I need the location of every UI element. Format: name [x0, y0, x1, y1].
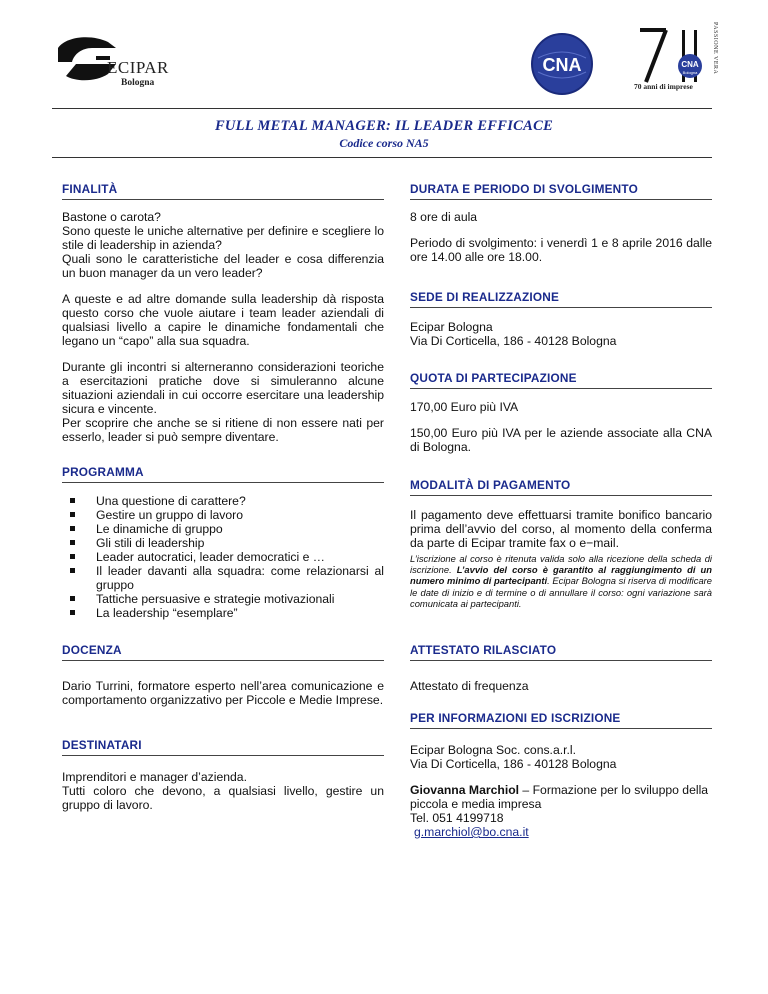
svg-text:CNA: CNA	[681, 60, 699, 69]
finalita-intro	[62, 210, 384, 280]
list-item: Gestire un gruppo di lavoro	[62, 508, 384, 522]
course-title: FULL METAL MANAGER: IL LEADER EFFICACE	[214, 118, 554, 134]
destinatari-heading: DESTINATARI	[62, 738, 142, 752]
sede-section	[410, 290, 712, 348]
title-top-rule	[52, 108, 712, 109]
quota-heading: QUOTA DI PARTECIPAZIONE	[410, 371, 577, 385]
quota-section	[410, 371, 712, 454]
section-rule	[410, 199, 712, 200]
sede-text: Ecipar Bologna	[410, 320, 493, 334]
cna-logo	[530, 32, 594, 96]
section-rule	[410, 388, 712, 389]
section-rule	[410, 660, 712, 661]
section-rule	[410, 495, 712, 496]
durata-period: Periodo di svolgimento: i venerdì 1 e 8 aprile 2016 dalle ore 14.00 alle ore 18.00.	[410, 236, 712, 264]
note-text: L’iscrizione al corso è ritenuta valida solo alla ricezione della scheda di iscrizione.	[410, 553, 712, 576]
pagamento-text: Il pagamento deve effettuarsi tramite bonifico bancario prima dell’avvio del corso, al momento della conferma da parte di Ecipar tramite fax o e−mail.	[410, 508, 712, 550]
sede-text: Via Di Corticella, 186 - 40128 Bologna	[410, 334, 617, 348]
list-item: Gli stili di leadership	[62, 536, 384, 550]
quota-members: 150,00 Euro più IVA per le aziende associate alla CNA di Bologna.	[410, 426, 712, 454]
finalita-text: Per scoprire che anche se si ritiene di non essere nati per esserlo, leader si può sempre diventare.	[62, 416, 384, 444]
sede-heading: SEDE DI REALIZZAZIONE	[410, 290, 560, 304]
pagamento-section	[410, 478, 712, 609]
destinatari-text: Tutti coloro che devono, a qualsiasi livello, gestire un gruppo di lavoro.	[62, 784, 384, 812]
info-heading: PER INFORMAZIONI ED ISCRIZIONE	[410, 711, 621, 725]
pagamento-heading: MODALITÀ DI PAGAMENTO	[410, 478, 571, 492]
docenza-text: Dario Turrini, formatore esperto nell’area comunicazione e comportamento organizzativo per Piccole e Medie Imprese.	[62, 679, 384, 707]
list-item: Le dinamiche di gruppo	[62, 522, 384, 536]
svg-text:Bologna: Bologna	[682, 70, 698, 75]
durata-section	[410, 182, 712, 264]
info-contact	[410, 783, 712, 811]
list-item: Il leader davanti alla squadra: come relazionarsi al gruppo	[62, 564, 384, 592]
info-org: Via Di Corticella, 186 - 40128 Bologna	[410, 757, 617, 771]
list-item: Una questione di carattere?	[62, 494, 384, 508]
destinatari-text: Imprenditori e manager d’azienda.	[62, 770, 247, 784]
pagamento-note	[410, 553, 712, 609]
ecipar-sub: Bologna	[121, 78, 155, 88]
section-rule	[410, 307, 712, 308]
finalita-text: Sono queste le uniche alternative per definire e scegliere lo stile di leadership in azienda?	[62, 224, 384, 252]
section-rule	[410, 728, 712, 729]
seventy-caption: 70 anni di imprese	[634, 82, 693, 91]
docenza-section	[62, 643, 384, 707]
info-section	[410, 711, 712, 839]
section-rule	[62, 755, 384, 756]
finalita-text: Bastone o carota?	[62, 210, 161, 224]
info-org: Ecipar Bologna Soc. cons.a.r.l.	[410, 743, 576, 757]
section-rule	[62, 482, 384, 483]
destinatari-section	[62, 738, 384, 812]
list-item: Tattiche persuasive e strategie motivazionali	[62, 592, 384, 606]
docenza-heading: DOCENZA	[62, 643, 122, 657]
finalita-section	[62, 182, 384, 444]
quota-price: 170,00 Euro più IVA	[410, 400, 519, 414]
list-item: Leader autocratici, leader democratici e …	[62, 550, 384, 564]
svg-text:CNA: CNA	[542, 55, 582, 75]
contact-phone: Tel. 051 4199718	[410, 811, 504, 825]
programma-list	[62, 494, 384, 620]
durata-hours: 8 ore di aula	[410, 210, 478, 224]
course-code: Codice corso NA5	[339, 136, 429, 150]
programma-heading: PROGRAMMA	[62, 465, 144, 479]
passione-vera-label: PASSIONE VERA	[712, 22, 718, 75]
note-text: . Ecipar Bologna si riserva di modificare le date di inizio e di termine o di annullare il corso: ogni variazione sarà comunicata ai partecipanti.	[410, 575, 713, 609]
finalita-text: Durante gli incontri si alterneranno considerazioni teoriche a esercitazioni pratiche dove si simuleranno alcune situazioni aziendali in cui occorre esercitare una leadership sicura e vincente.	[62, 360, 384, 416]
attestato-section	[410, 643, 712, 693]
section-rule	[62, 199, 384, 200]
note-bold-text: L’avvio del corso è garantito al raggiungimento di un numero minimo di partecipanti	[410, 564, 712, 587]
title-bottom-rule	[52, 157, 712, 158]
ecipar-name: ECIPAR	[107, 58, 169, 77]
attestato-text: Attestato di frequenza	[410, 679, 529, 693]
attestato-heading: ATTESTATO RILASCIATO	[410, 643, 557, 657]
contact-name: Giovanna Marchiol	[410, 783, 520, 797]
section-rule	[62, 660, 384, 661]
durata-heading: DURATA E PERIODO DI SVOLGIMENTO	[410, 182, 638, 196]
finalita-text: Quali sono le caratteristiche del leader e cosa differenzia un buon manager da un vero leader?	[62, 252, 384, 280]
finalita-text: A queste e ad altre domande sulla leadership dà risposta questo corso che vuole aiutare i team leader aziendali di qualsiasi livello a capire le dinamiche fondamentali che legano un “capo” alla sua squadra.	[62, 292, 384, 348]
finalita-heading: FINALITÀ	[62, 182, 118, 196]
list-item: La leadership “esemplare”	[62, 606, 384, 620]
contact-role: – Formazione per lo sviluppo della piccola e media impresa	[410, 783, 709, 811]
programma-section	[62, 465, 384, 620]
contact-email-link[interactable]: g.marchiol@bo.cna.it	[414, 825, 529, 839]
